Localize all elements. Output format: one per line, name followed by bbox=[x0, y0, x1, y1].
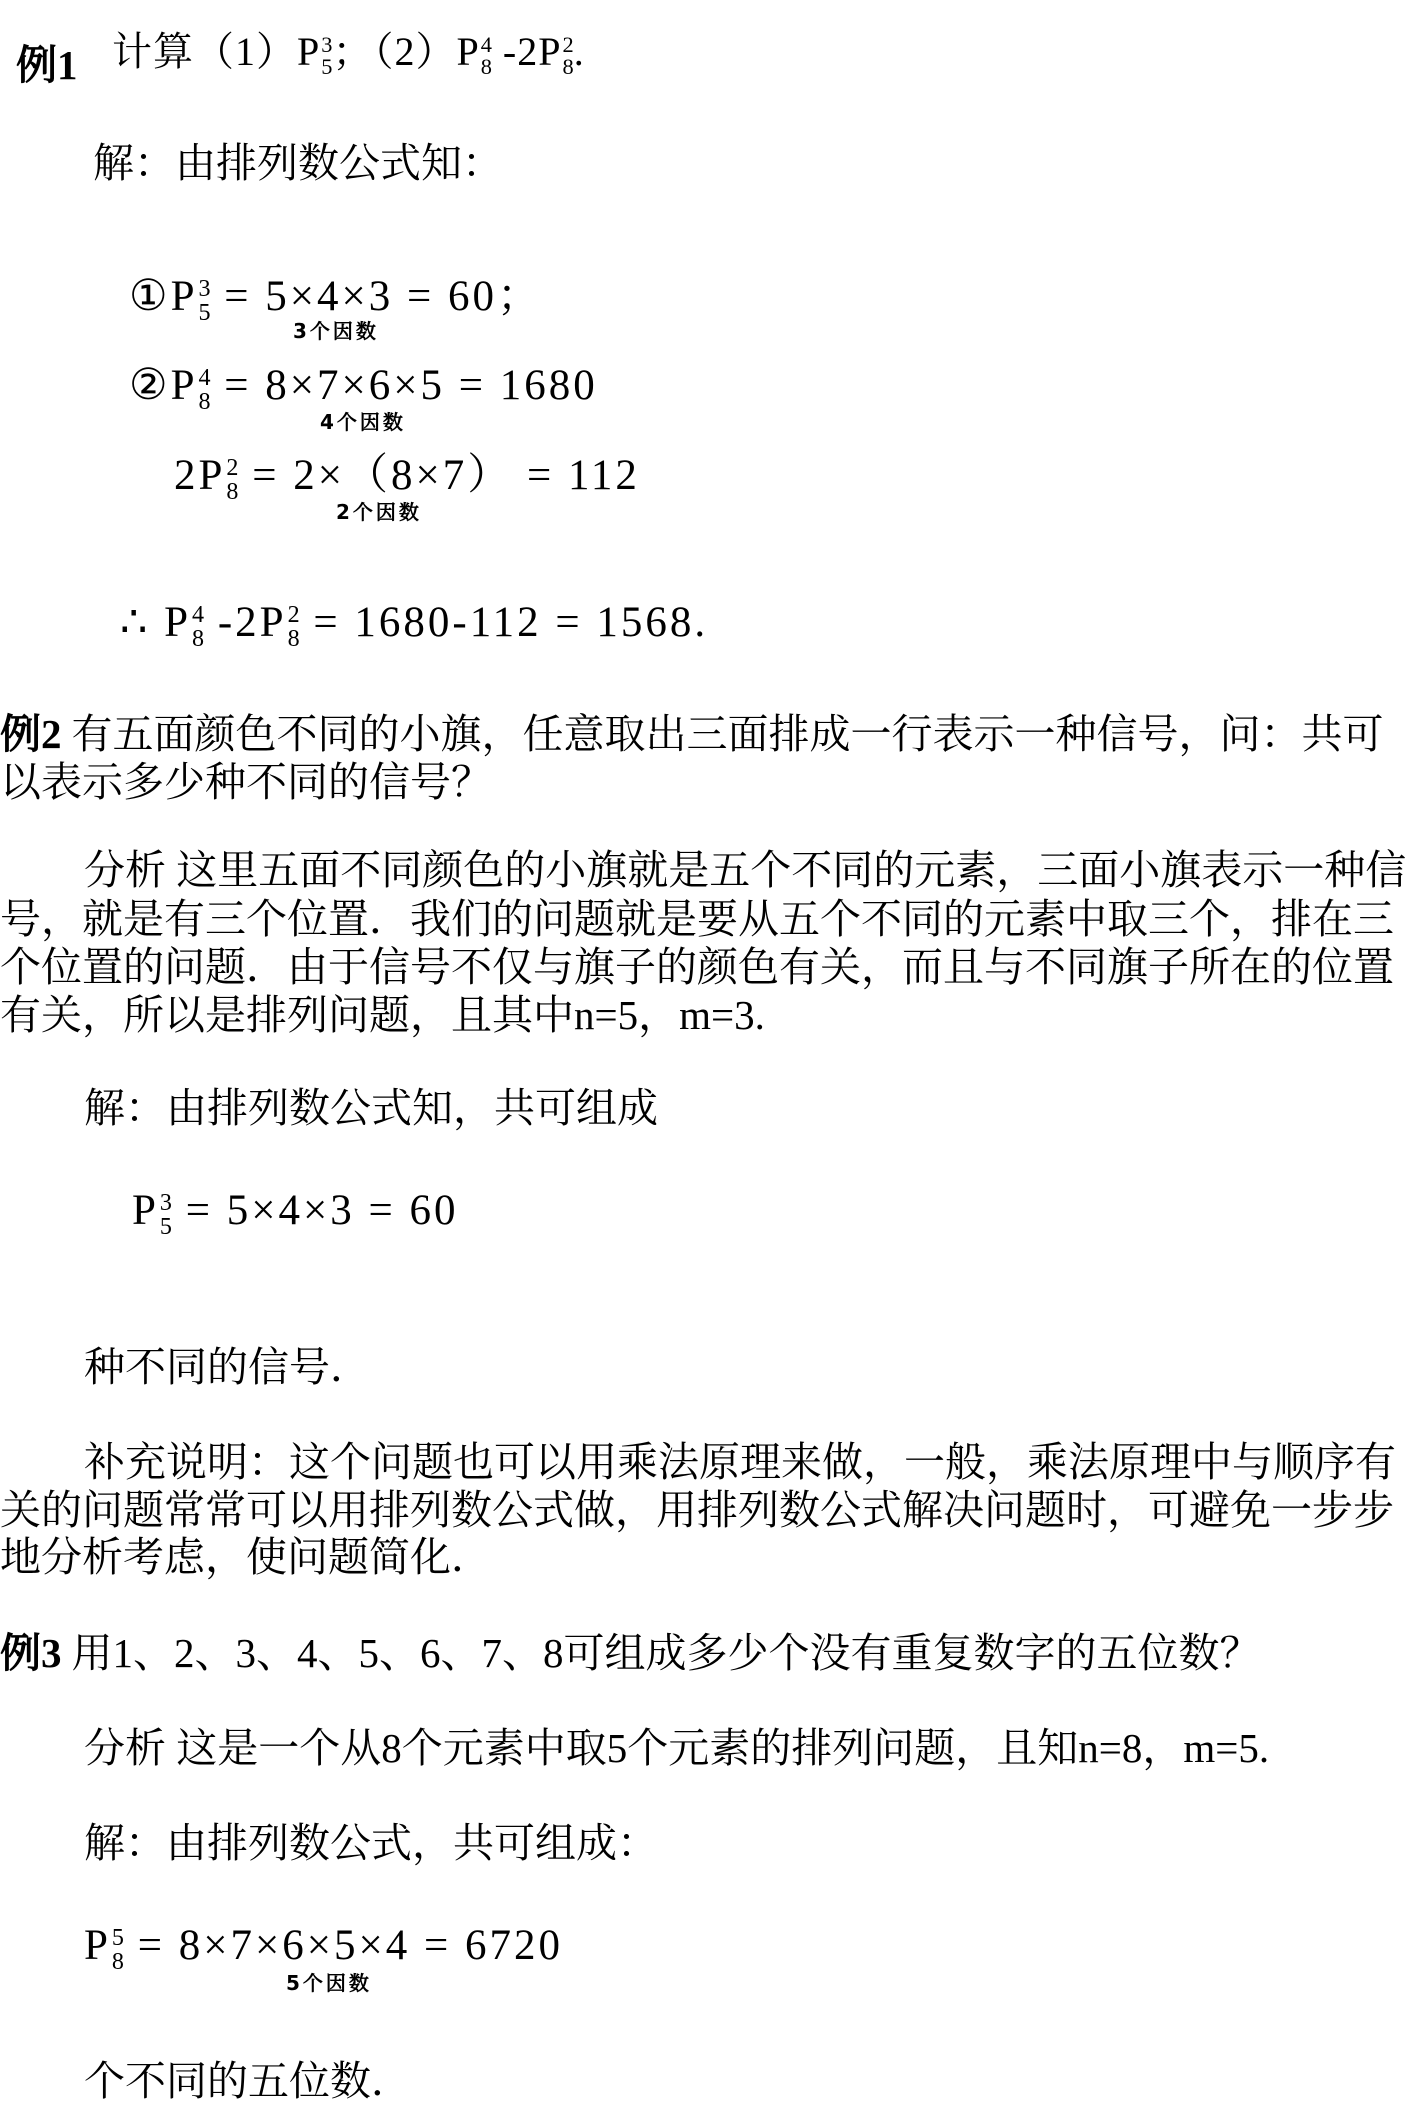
permutation-subscript: 5 bbox=[198, 300, 211, 327]
example-2-analysis-line: 个位置的问题．由于信号不仅与旗子的颜色有关，而且与不同旗子所在的位置 bbox=[0, 944, 1394, 990]
example-2-analysis-line: 有关，所以是排列问题，且其中n=5，m=3. bbox=[0, 992, 765, 1038]
example-2-solution-end: 种不同的信号． bbox=[84, 1344, 371, 1390]
permutation-indices bbox=[198, 366, 210, 414]
example-2-note-line: 补充说明：这个问题也可以用乘法原理来做，一般，乘法原理中与顺序有 bbox=[84, 1439, 1396, 1485]
permutation-symbol bbox=[171, 361, 211, 414]
formula-text: = 8×7×6×5 = 1680 bbox=[210, 362, 598, 409]
formula-text: = 5×4×3 = 60 bbox=[171, 1187, 459, 1234]
example-1-step-2-formula bbox=[129, 361, 598, 414]
example-3-factor-note: 5个因数 bbox=[286, 1971, 372, 1995]
permutation-base: P bbox=[538, 29, 562, 74]
permutation-indices bbox=[288, 603, 300, 651]
example-1-question bbox=[112, 27, 585, 79]
permutation-subscript: 8 bbox=[287, 626, 300, 653]
permutation-symbol bbox=[456, 27, 491, 79]
permutation-symbol bbox=[199, 451, 239, 504]
example-2-note-line: 地分析考虑，使问题简化． bbox=[0, 1534, 492, 1580]
permutation-superscript: 5 bbox=[111, 1925, 124, 1952]
example-3-question-line bbox=[0, 1630, 1261, 1676]
permutation-indices bbox=[226, 456, 238, 504]
example-3-label: 例3 bbox=[0, 1630, 62, 1676]
permutation-symbol bbox=[260, 598, 300, 651]
example-1-step-1-formula bbox=[129, 272, 543, 325]
formula-text: = 1680-112 = 1568. bbox=[299, 599, 709, 646]
permutation-base: P bbox=[259, 599, 287, 646]
permutation-subscript: 8 bbox=[562, 54, 574, 80]
example-3-formula bbox=[84, 1921, 563, 1974]
example-2-question-line: 以表示多少种不同的信号？ bbox=[0, 759, 492, 805]
permutation-superscript: 2 bbox=[287, 602, 300, 629]
formula-text: . bbox=[573, 29, 585, 74]
formula-text: ① bbox=[129, 273, 171, 320]
permutation-base: P bbox=[132, 1187, 159, 1234]
example-1-step-3-factor-note: 2个因数 bbox=[336, 500, 422, 524]
formula-text: ；（2） bbox=[332, 29, 457, 74]
permutation-indices bbox=[160, 1191, 172, 1239]
permutation-symbol bbox=[164, 598, 204, 651]
permutation-superscript: 4 bbox=[192, 602, 205, 629]
permutation-subscript: 5 bbox=[321, 54, 333, 80]
formula-text: -2 bbox=[491, 29, 539, 74]
formula-text: = 5×4×3 = 60； bbox=[210, 273, 544, 320]
permutation-base: P bbox=[170, 362, 198, 409]
permutation-subscript: 8 bbox=[226, 479, 239, 506]
example-2-analysis-line: 号，就是有三个位置．我们的问题就是要从五个不同的元素中取三个，排在三 bbox=[0, 896, 1394, 942]
example-1-label: 例1 bbox=[16, 42, 78, 88]
example-1-label-line bbox=[16, 42, 88, 88]
permutation-base: P bbox=[170, 273, 198, 320]
example-2-formula bbox=[132, 1186, 458, 1239]
permutation-symbol bbox=[538, 27, 573, 79]
permutation-base: P bbox=[164, 599, 192, 646]
example-2-label: 例2 bbox=[0, 711, 62, 757]
permutation-indices bbox=[192, 603, 204, 651]
permutation-superscript: 2 bbox=[226, 455, 239, 482]
example-3-solution-intro: 解：由排列数公式，共可组成： bbox=[84, 1820, 658, 1866]
permutation-symbol bbox=[132, 1186, 172, 1239]
permutation-subscript: 8 bbox=[480, 54, 492, 80]
example-2-question-text: 有五面颜色不同的小旗，任意取出三面排成一行表示一种信号，问：共可 bbox=[71, 711, 1384, 757]
example-1-step-1-factor-note: 3个因数 bbox=[293, 319, 379, 343]
formula-text: ② bbox=[129, 362, 171, 409]
permutation-superscript: 4 bbox=[480, 32, 492, 57]
example-1-solution-intro: 解：由排列数公式知： bbox=[93, 140, 503, 186]
permutation-subscript: 8 bbox=[111, 1949, 124, 1976]
permutation-base: P bbox=[456, 29, 480, 74]
permutation-subscript: 8 bbox=[192, 626, 205, 653]
permutation-base: P bbox=[84, 1922, 111, 1969]
example-2-solution-intro: 解：由排列数公式知，共可组成 bbox=[84, 1085, 658, 1131]
example-2-note-line: 关的问题常常可以用排列数公式做，用排列数公式解决问题时，可避免一步步 bbox=[0, 1487, 1394, 1533]
example-1-step-2-factor-note: 4个因数 bbox=[320, 410, 406, 434]
formula-text: = 8×7×6×5×4 = 6720 bbox=[123, 1922, 563, 1969]
permutation-symbol bbox=[171, 272, 211, 325]
formula-text: -2 bbox=[204, 599, 260, 646]
example-1-step-3-formula bbox=[174, 451, 640, 504]
example-3-question-text: 用1、2、3、4、5、6、7、8可组成多少个没有重复数字的五位数？ bbox=[71, 1630, 1261, 1676]
permutation-subscript: 8 bbox=[198, 389, 211, 416]
permutation-symbol bbox=[297, 27, 332, 79]
permutation-superscript: 3 bbox=[198, 276, 211, 303]
permutation-superscript: 2 bbox=[562, 32, 574, 57]
permutation-subscript: 5 bbox=[159, 1214, 172, 1241]
example-3-solution-end: 个不同的五位数． bbox=[84, 2058, 412, 2104]
formula-text: 2 bbox=[174, 452, 199, 499]
permutation-base: P bbox=[297, 29, 321, 74]
permutation-indices bbox=[112, 1926, 124, 1974]
permutation-superscript: 3 bbox=[321, 32, 333, 57]
permutation-indices bbox=[562, 34, 573, 79]
formula-text: 计算（1） bbox=[112, 29, 297, 74]
formula-text: = 2×（8×7） = 112 bbox=[238, 452, 640, 499]
example-2-analysis-line: 分析 这里五面不同颜色的小旗就是五个不同的元素，三面小旗表示一种信 bbox=[84, 847, 1407, 893]
example-2-question-line bbox=[0, 711, 1384, 757]
permutation-superscript: 4 bbox=[198, 365, 211, 392]
permutation-indices bbox=[481, 34, 492, 79]
permutation-superscript: 3 bbox=[159, 1190, 172, 1217]
permutation-symbol bbox=[84, 1921, 124, 1974]
example-3-analysis: 分析 这是一个从8个元素中取5个元素的排列问题，且知n=8，m=5. bbox=[84, 1725, 1270, 1771]
permutation-indices bbox=[198, 277, 210, 325]
example-1-conclusion-formula bbox=[120, 598, 708, 651]
formula-text: ∴ bbox=[120, 599, 165, 646]
permutation-base: P bbox=[198, 452, 226, 499]
permutation-indices bbox=[321, 34, 332, 79]
